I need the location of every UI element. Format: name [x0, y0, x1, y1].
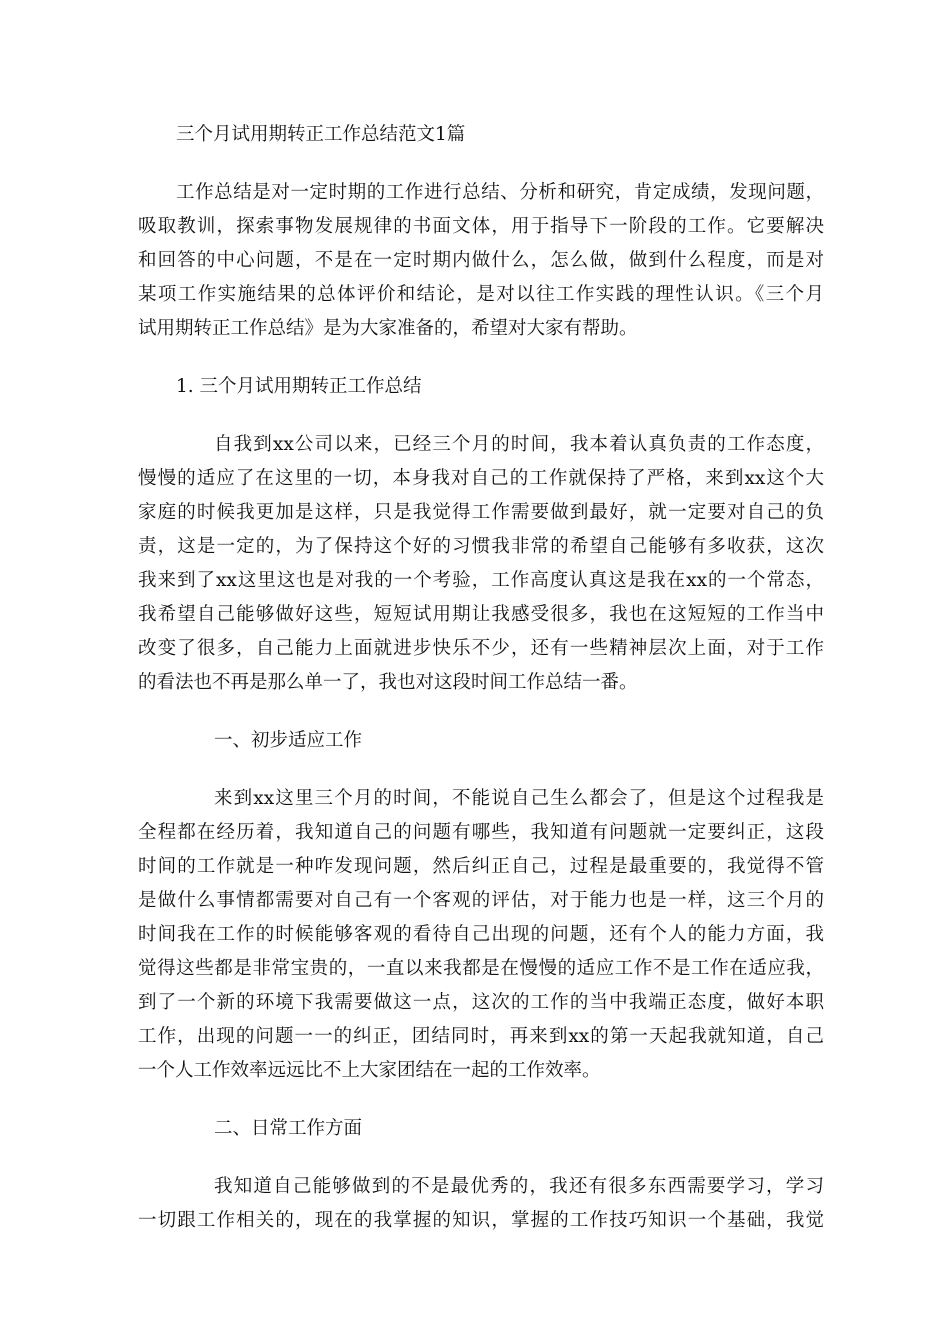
paragraph-line: 改变了很多，自己能力上面就进步快乐不少，还有一些精神层次上面，对于工作: [138, 638, 824, 659]
document-page: [138, 118, 824, 1262]
paragraph-line: 全程都在经历着，我知道自己的问题有哪些，我知道有问题就一定要纠正，这段: [138, 822, 824, 843]
paragraph-line: 一切跟工作相关的，现在的我掌握的知识，掌握的工作技巧知识一个基础，我觉: [138, 1210, 824, 1231]
paragraph-line: 到了一个新的环境下我需要做这一点，这次的工作的当中我端正态度，做好本职: [138, 992, 824, 1013]
paragraph-1: [138, 428, 824, 700]
paragraph-line: 自我到xx公司以来，已经三个月的时间，我本着认真负责的工作态度，: [214, 434, 824, 455]
paragraph-line: 觉得这些都是非常宝贵的，一直以来我都是在慢慢的适应工作不是工作在适应我，: [138, 958, 824, 979]
heading-1-block: [138, 724, 824, 758]
section-title: 1. 三个月试用期转正工作总结: [176, 376, 422, 397]
heading-1: 一、初步适应工作: [214, 730, 363, 751]
paragraph-line: 来到xx这里三个月的时间，不能说自己生么都会了，但是这个过程我是: [214, 788, 824, 809]
paragraph-line: 我来到了xx这里这也是对我的一个考验，工作高度认真这是我在xx的一个常态，: [138, 570, 824, 591]
paragraph-line: 和回答的中心问题，不是在一定时期内做什么，怎么做，做到什么程度，而是对: [138, 250, 824, 271]
paragraph-line: 工作总结是对一定时期的工作进行总结、分析和研究，肯定成绩，发现问题，: [176, 182, 824, 203]
paragraph-line: 吸取教训，探索事物发展规律的书面文体，用于指导下一阶段的工作。它要解决: [138, 216, 824, 237]
paragraph-line: 我希望自己能够做好这些，短短试用期让我感受很多，我也在这短短的工作当中: [138, 604, 824, 625]
paragraph-line: 慢慢的适应了在这里的一切，本身我对自己的工作就保持了严格，来到xx这个大: [138, 468, 824, 489]
intro-paragraph: [138, 176, 824, 346]
paragraph-line: 某项工作实施结果的总体评价和结论，是对以往工作实践的理性认识。《三个月: [138, 284, 824, 305]
paragraph-2: [138, 782, 824, 1088]
paragraph-line: 工作，出现的问题一一的纠正，团结同时，再来到xx的第一天起我就知道，自己: [138, 1026, 824, 1047]
paragraph-line: 家庭的时候我更加是这样，只是我觉得工作需要做到最好，就一定要对自己的负: [138, 502, 824, 523]
paragraph-line: 是做什么事情都需要对自己有一个客观的评估，对于能力也是一样，这三个月的: [138, 890, 824, 911]
paragraph-line: 我知道自己能够做到的不是最优秀的，我还有很多东西需要学习，学习: [214, 1176, 824, 1197]
paragraph-line: 一个人工作效率远远比不上大家团结在一起的工作效率。: [138, 1060, 601, 1081]
paragraph-line: 时间的工作就是一种咋发现问题，然后纠正自己，过程是最重要的，我觉得不管: [138, 856, 824, 877]
document-title-block: [138, 118, 824, 152]
paragraph-3: [138, 1170, 824, 1238]
paragraph-line: 的看法也不再是那么单一了，我也对这段时间工作总结一番。: [138, 672, 638, 693]
document-title: 三个月试用期转正工作总结范文1篇: [176, 124, 466, 145]
paragraph-line: 时间我在工作的时候能够客观的看待自己出现的问题，还有个人的能力方面，我: [138, 924, 824, 945]
section-title-block: [138, 370, 824, 404]
heading-2: 二、日常工作方面: [214, 1118, 363, 1139]
heading-2-block: [138, 1112, 824, 1146]
paragraph-line: 责，这是一定的，为了保持这个好的习惯我非常的希望自己能够有多收获，这次: [138, 536, 824, 557]
paragraph-line: 试用期转正工作总结》是为大家准备的，希望对大家有帮助。: [138, 318, 638, 339]
